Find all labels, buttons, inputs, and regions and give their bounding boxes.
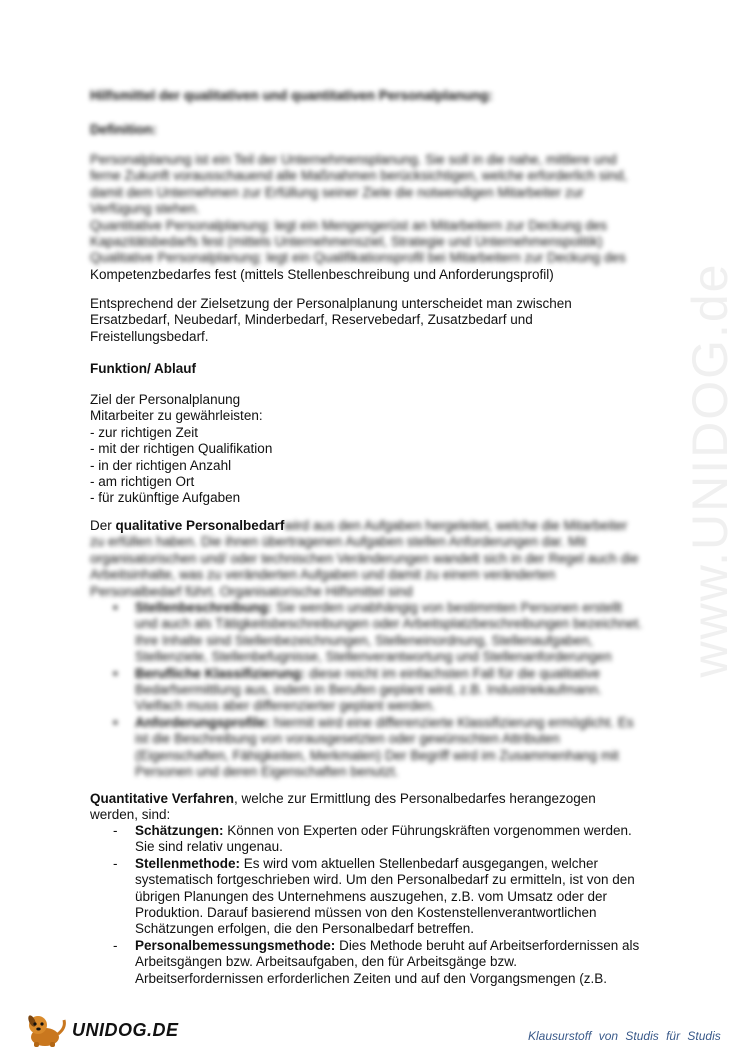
qualitative-line: organisatorischen und/ oder technischen Veränderungen wandelt sich in der Regel auch die [90, 550, 639, 566]
ziel-item: - zur richtigen Zeit [90, 424, 199, 440]
ziel-item: - in der richtigen Anzahl [90, 457, 232, 473]
item-text: und auch als Tätigkeitsbeschreibungen oder Arbeitsplatzbeschreibungen bezeichnet. [135, 616, 643, 632]
ziel-item: - für zukünftige Aufgaben [90, 490, 241, 506]
definition-line: Kapazitätsbedarfs fest (mittels Unternehmensziel, Strategie und Unternehmenspolitik) [90, 234, 603, 250]
quantitative-paragraph [90, 791, 655, 824]
bedarf-paragraph [90, 296, 655, 345]
item-text: Sie werden unabhängig von bestimmten Personen erstellt [272, 600, 622, 615]
item-text: Ihre Inhalte sind Stellenbezeichnungen, Stelleneinordnung, Stellenaufgaben, [135, 632, 593, 648]
definition-line: damit dem Unternehmen zur Erfüllung seiner Ziele die notwendigen Mitarbeiter zur [90, 184, 584, 200]
bullet-icon: • [113, 665, 118, 681]
item-text: Schätzungen erfolgen, die den Personalbedarf betreffen. [135, 921, 474, 937]
item-term: Anforderungsprofile: [135, 714, 270, 730]
qualitative-prefix: Der [90, 518, 116, 533]
item-text: Bedarfsermittlung aus, indem in Berufen geplant wird, z.B. Industriekaufmann. [135, 682, 602, 698]
footer-slogan: Klausurstoff von Studis für Studis [528, 1029, 721, 1043]
definition-blurred-text [90, 152, 655, 267]
list-item [113, 600, 673, 666]
bedarf-line: Entsprechend der Zielsetzung der Personalplanung unterscheidet man zwischen [90, 296, 572, 311]
item-text: diese reicht im einfachsten Fall für die qualitative [305, 665, 601, 681]
item-text: Personen und deren Eigenschaften benutzt. [135, 764, 399, 780]
qualitative-line: Arbeitsinhalte, was zu veränderten Aufgaben und damit zu einem veränderten [90, 567, 556, 583]
bullet-icon: • [113, 600, 118, 615]
qualitative-line: zu erfüllen haben. Die ihnen übertragenen Aufgaben stellen Anforderungen dar. Mit [90, 534, 587, 550]
qualitative-line: Personalbedarf führt. Organisatorische Hilfsmittel sind [90, 583, 413, 599]
item-text: übrigen Planungen des Unternehmens auszugehen, z.B. vom Umsatz oder der [135, 888, 608, 904]
item-term: Stellenmethode: [135, 855, 241, 871]
definition-line: ferne Zukunft vorausschauend alle Maßnahmen berücksichtigen, welche erforderlich sind, [90, 168, 628, 184]
unidog-logo[interactable] [22, 1012, 182, 1048]
quantitative-line: werden, sind: [90, 807, 171, 823]
definition-paragraph [90, 152, 655, 283]
bedarf-line: Freistellungsbedarf. [90, 328, 209, 344]
quantitative-term: Quantitative Verfahren [90, 791, 235, 806]
qualitative-list [113, 600, 673, 780]
list-item [113, 856, 673, 938]
qualitative-blurred-text [90, 534, 655, 600]
bedarf-line: Ersatzbedarf, Neubedarf, Minderbedarf, Reservebedarf, Zusatzbedarf und [90, 312, 533, 328]
qualitative-paragraph [90, 518, 655, 600]
definition-line: Quantitative Personalplanung: legt ein Mengengerüst an Mitarbeitern zur Deckung des [90, 217, 608, 233]
qualitative-suffix: wird aus den Aufgaben hergeleitet, welche die Mitarbeiter [284, 518, 628, 533]
dog-icon [22, 1012, 68, 1048]
item-text: ist die Beschreibung von vorausgesetzten oder gewünschten Attributen [135, 731, 560, 747]
item-text: Vielfach muss aber differenzierter geplant werden. [135, 698, 436, 714]
item-term: Berufliche Klassifizierung: [135, 665, 306, 681]
dash-marker: - [113, 855, 118, 871]
item-term: Schätzungen: [135, 823, 224, 838]
item-text: Stellenziele, Stellenbefugnisse, Stellenverantwortung und Stellenanforderungen [135, 649, 612, 665]
quantitative-suffix: , welche zur Ermittlung des Personalbedarfes herangezogen [234, 791, 596, 806]
item-text: Arbeitsgängen bzw. Arbeitsaufgaben, den für Arbeitsgänge bzw. [135, 954, 518, 970]
ziel-item: - mit der richtigen Qualifikation [90, 441, 273, 457]
item-text: Sie sind relativ ungenau. [135, 839, 283, 855]
dash-marker: - [113, 823, 118, 838]
logo-text: UNIDOG.DE [72, 1020, 179, 1040]
definition-line: Verfügung stehen. [90, 201, 200, 217]
item-text: Arbeitserfordernissen erforderlichen Zeiten und auf den Vorgangsmengen (z.B. [135, 970, 608, 986]
item-term: Personalbemessungsmethode: [135, 937, 336, 953]
item-text: Können von Experten oder Führungskräften vorgenommen werden. [223, 823, 632, 838]
dash-marker: - [113, 937, 118, 953]
qualitative-first-line [90, 518, 655, 534]
bullet-icon: • [113, 714, 118, 730]
ziel-item: - am richtigen Ort [90, 474, 195, 490]
list-item [113, 938, 673, 987]
item-text: systematisch fortgeschrieben wird. Um den Personalbedarf zu ermitteln, ist von den [135, 872, 635, 888]
definition-line: Personalplanung ist ein Teil der Unternehmensplanung. Sie soll in die nahe, mittlere und [90, 152, 617, 167]
item-text: hiermit wird eine differenzierte Klassifizierung ermöglicht. Es [270, 714, 634, 730]
definition-last-line: Kompetenzbedarfes fest (mittels Stellenbeschreibung und Anforderungsprofil) [90, 266, 554, 282]
quantitative-list [113, 823, 673, 987]
watermark: www.UNIDOG.de [682, 262, 738, 678]
list-item [113, 823, 673, 856]
document-title: Hilfsmittel der qualitativen und quantitativen Personalplanung: [90, 88, 493, 103]
item-text: Dies Methode beruht auf Arbeitserfordernissen als [335, 937, 640, 953]
qualitative-term: qualitative Personalbedarf [115, 518, 285, 533]
list-item [113, 715, 673, 781]
funktion-heading: Funktion/ Ablauf [90, 361, 196, 376]
definition-heading: Definition: [90, 122, 157, 137]
item-term: Stellenbeschreibung: [135, 600, 273, 615]
ziel-list [90, 392, 655, 507]
definition-line: Qualitative Personalplanung: legt ein Qualifikationsprofil bei Mitarbeitern zur Deckung des [90, 250, 626, 266]
list-item [113, 666, 673, 715]
ziel-line: Ziel der Personalplanung [90, 392, 241, 407]
item-text: Produktion. Darauf basierend müssen von den Kostenstellenverantwortlichen [135, 905, 597, 921]
ziel-line: Mitarbeiter zu gewährleisten: [90, 408, 263, 424]
item-text: Es wird vom aktuellen Stellenbedarf ausgegangen, welcher [240, 855, 598, 871]
item-text: (Eigenschaften, Fähigkeiten, Merkmalen) Der Begriff wird im Zusammenhang mit [135, 747, 619, 763]
